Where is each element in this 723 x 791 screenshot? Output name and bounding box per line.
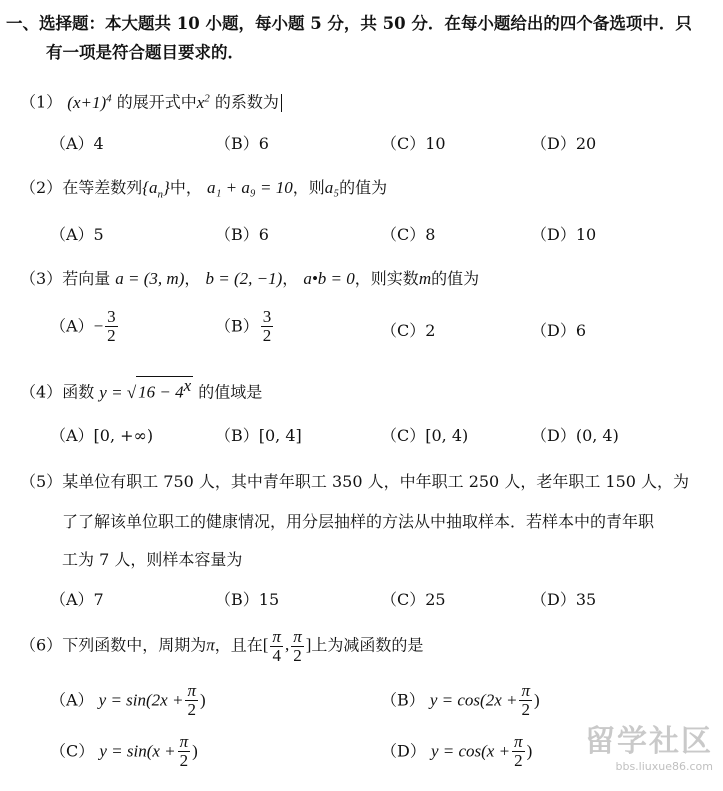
q2-option-a: （A）5	[50, 225, 104, 244]
q3-option-a: （A）− $\frac{3}{2}$	[50, 307, 116, 345]
q1-option-c: （C）10	[381, 134, 446, 153]
q6-option-a: （A） y = sin(2x + $\frac{\pi}{2}$ )	[50, 681, 206, 719]
q2-option-d: （D）10	[531, 225, 597, 244]
math-var: $x^2$	[196, 92, 210, 112]
question-2	[20, 178, 387, 204]
math-interval: [ $\frac{\pi}{4}$ , $\frac{\pi}{2}$ ]	[262, 627, 312, 665]
q4-option-a: （A）[0, +∞)	[50, 426, 154, 445]
q4-option-c: （C）[0, 4)	[381, 426, 469, 445]
q5-option-a: （A）7	[50, 590, 104, 609]
q3-option-c: （C）2	[381, 321, 436, 340]
q1-option-a: （A）4	[50, 134, 104, 153]
math-eq: a₁ + a₉ = 10	[206, 178, 293, 197]
question-text: ，且在	[214, 635, 263, 655]
q6-option-b: （B） y = cos(2x + $\frac{\pi}{2}$ )	[381, 681, 540, 719]
q4-option-b: （B）[0, 4]	[215, 426, 302, 445]
question-5-line3: 工为 7 人，则样本容量为	[62, 550, 243, 569]
math-vector-a: a = (3, m)	[115, 269, 185, 288]
watermark	[585, 716, 713, 773]
question-text: 的展开式中	[116, 92, 197, 112]
question-text: 下列函数中，周期为	[62, 635, 207, 655]
question-6	[20, 628, 423, 665]
q1-option-b: （B）6	[215, 134, 269, 153]
watermark-url: bbs.liuxue86.com	[615, 760, 713, 773]
q6-option-c: （C） y = sin(x + $\frac{\pi}{2}$ )	[50, 732, 198, 770]
math-var: m	[418, 269, 432, 288]
math-var: a₅	[324, 178, 340, 197]
q5-option-c: （C）25	[381, 590, 446, 609]
question-text: ，则实数	[354, 269, 419, 288]
math-seq: $\{a_n\}$	[142, 178, 170, 201]
question-number: （4）	[20, 382, 63, 402]
math-expr: $(x+1)^4$	[67, 92, 112, 112]
watermark-logo: 留学社区	[585, 724, 713, 759]
math-sqrt-expr: y = √ $16 - 4^x$	[99, 376, 192, 402]
question-text: 函数	[62, 382, 95, 402]
math-dot-product: a•b = 0	[303, 269, 355, 288]
q2-option-c: （C）8	[381, 225, 436, 244]
q6-option-d: （D） y = cos(x + $\frac{\pi}{2}$ )	[381, 732, 533, 770]
question-4	[20, 376, 262, 403]
question-text: 的值为	[431, 269, 480, 288]
question-text: 的系数为	[214, 92, 279, 112]
question-5-line2: 了了解该单位职工的健康情况，用分层抽样的方法从中抽取样本．若样本中的青年职	[62, 512, 655, 531]
question-1	[20, 88, 282, 113]
text-cursor	[281, 94, 282, 112]
question-text: 上为减函数的是	[311, 635, 424, 655]
question-3: （3）若向量 a = (3, m)， b = (2, −1)， a•b = 0，则实数m的值为	[20, 269, 480, 288]
question-text: 若向量	[62, 269, 111, 288]
question-text: 在等差数列	[62, 178, 143, 197]
question-text: 的值为	[339, 178, 388, 197]
q2-option-b: （B）6	[215, 225, 269, 244]
question-number: （2）	[20, 178, 63, 197]
section-header-line1: 一、选择题：本大题共 10 小题，每小题 5 分，共 50 分．在每小题给出的四个备选项中．只	[6, 14, 692, 33]
question-number: （3）	[20, 269, 63, 288]
question-text: 中，	[169, 178, 202, 197]
question-number: （1）	[20, 92, 63, 112]
question-number: （5）	[20, 472, 63, 491]
q5-option-b: （B）15	[215, 590, 280, 609]
section-header-line2: 有一项是符合题目要求的．	[46, 43, 244, 62]
question-text: ，则	[292, 178, 325, 197]
q5-option-d: （D）35	[531, 590, 597, 609]
q1-option-d: （D）20	[531, 134, 597, 153]
math-var: π	[206, 635, 215, 655]
question-5	[20, 472, 689, 492]
q3-option-d: （D）6	[531, 321, 587, 340]
q3-option-b: （B） $\frac{3}{2}$	[215, 307, 272, 345]
math-vector-b: b = (2, −1)	[205, 269, 283, 288]
question-text: 的值域是	[198, 382, 263, 402]
question-number: （6）	[20, 635, 63, 655]
question-text: 某单位有职工 750 人，其中青年职工 350 人，中年职工 250 人，老年职工 150 人，为	[62, 472, 690, 491]
q4-option-d: （D）(0, 4)	[531, 426, 619, 445]
